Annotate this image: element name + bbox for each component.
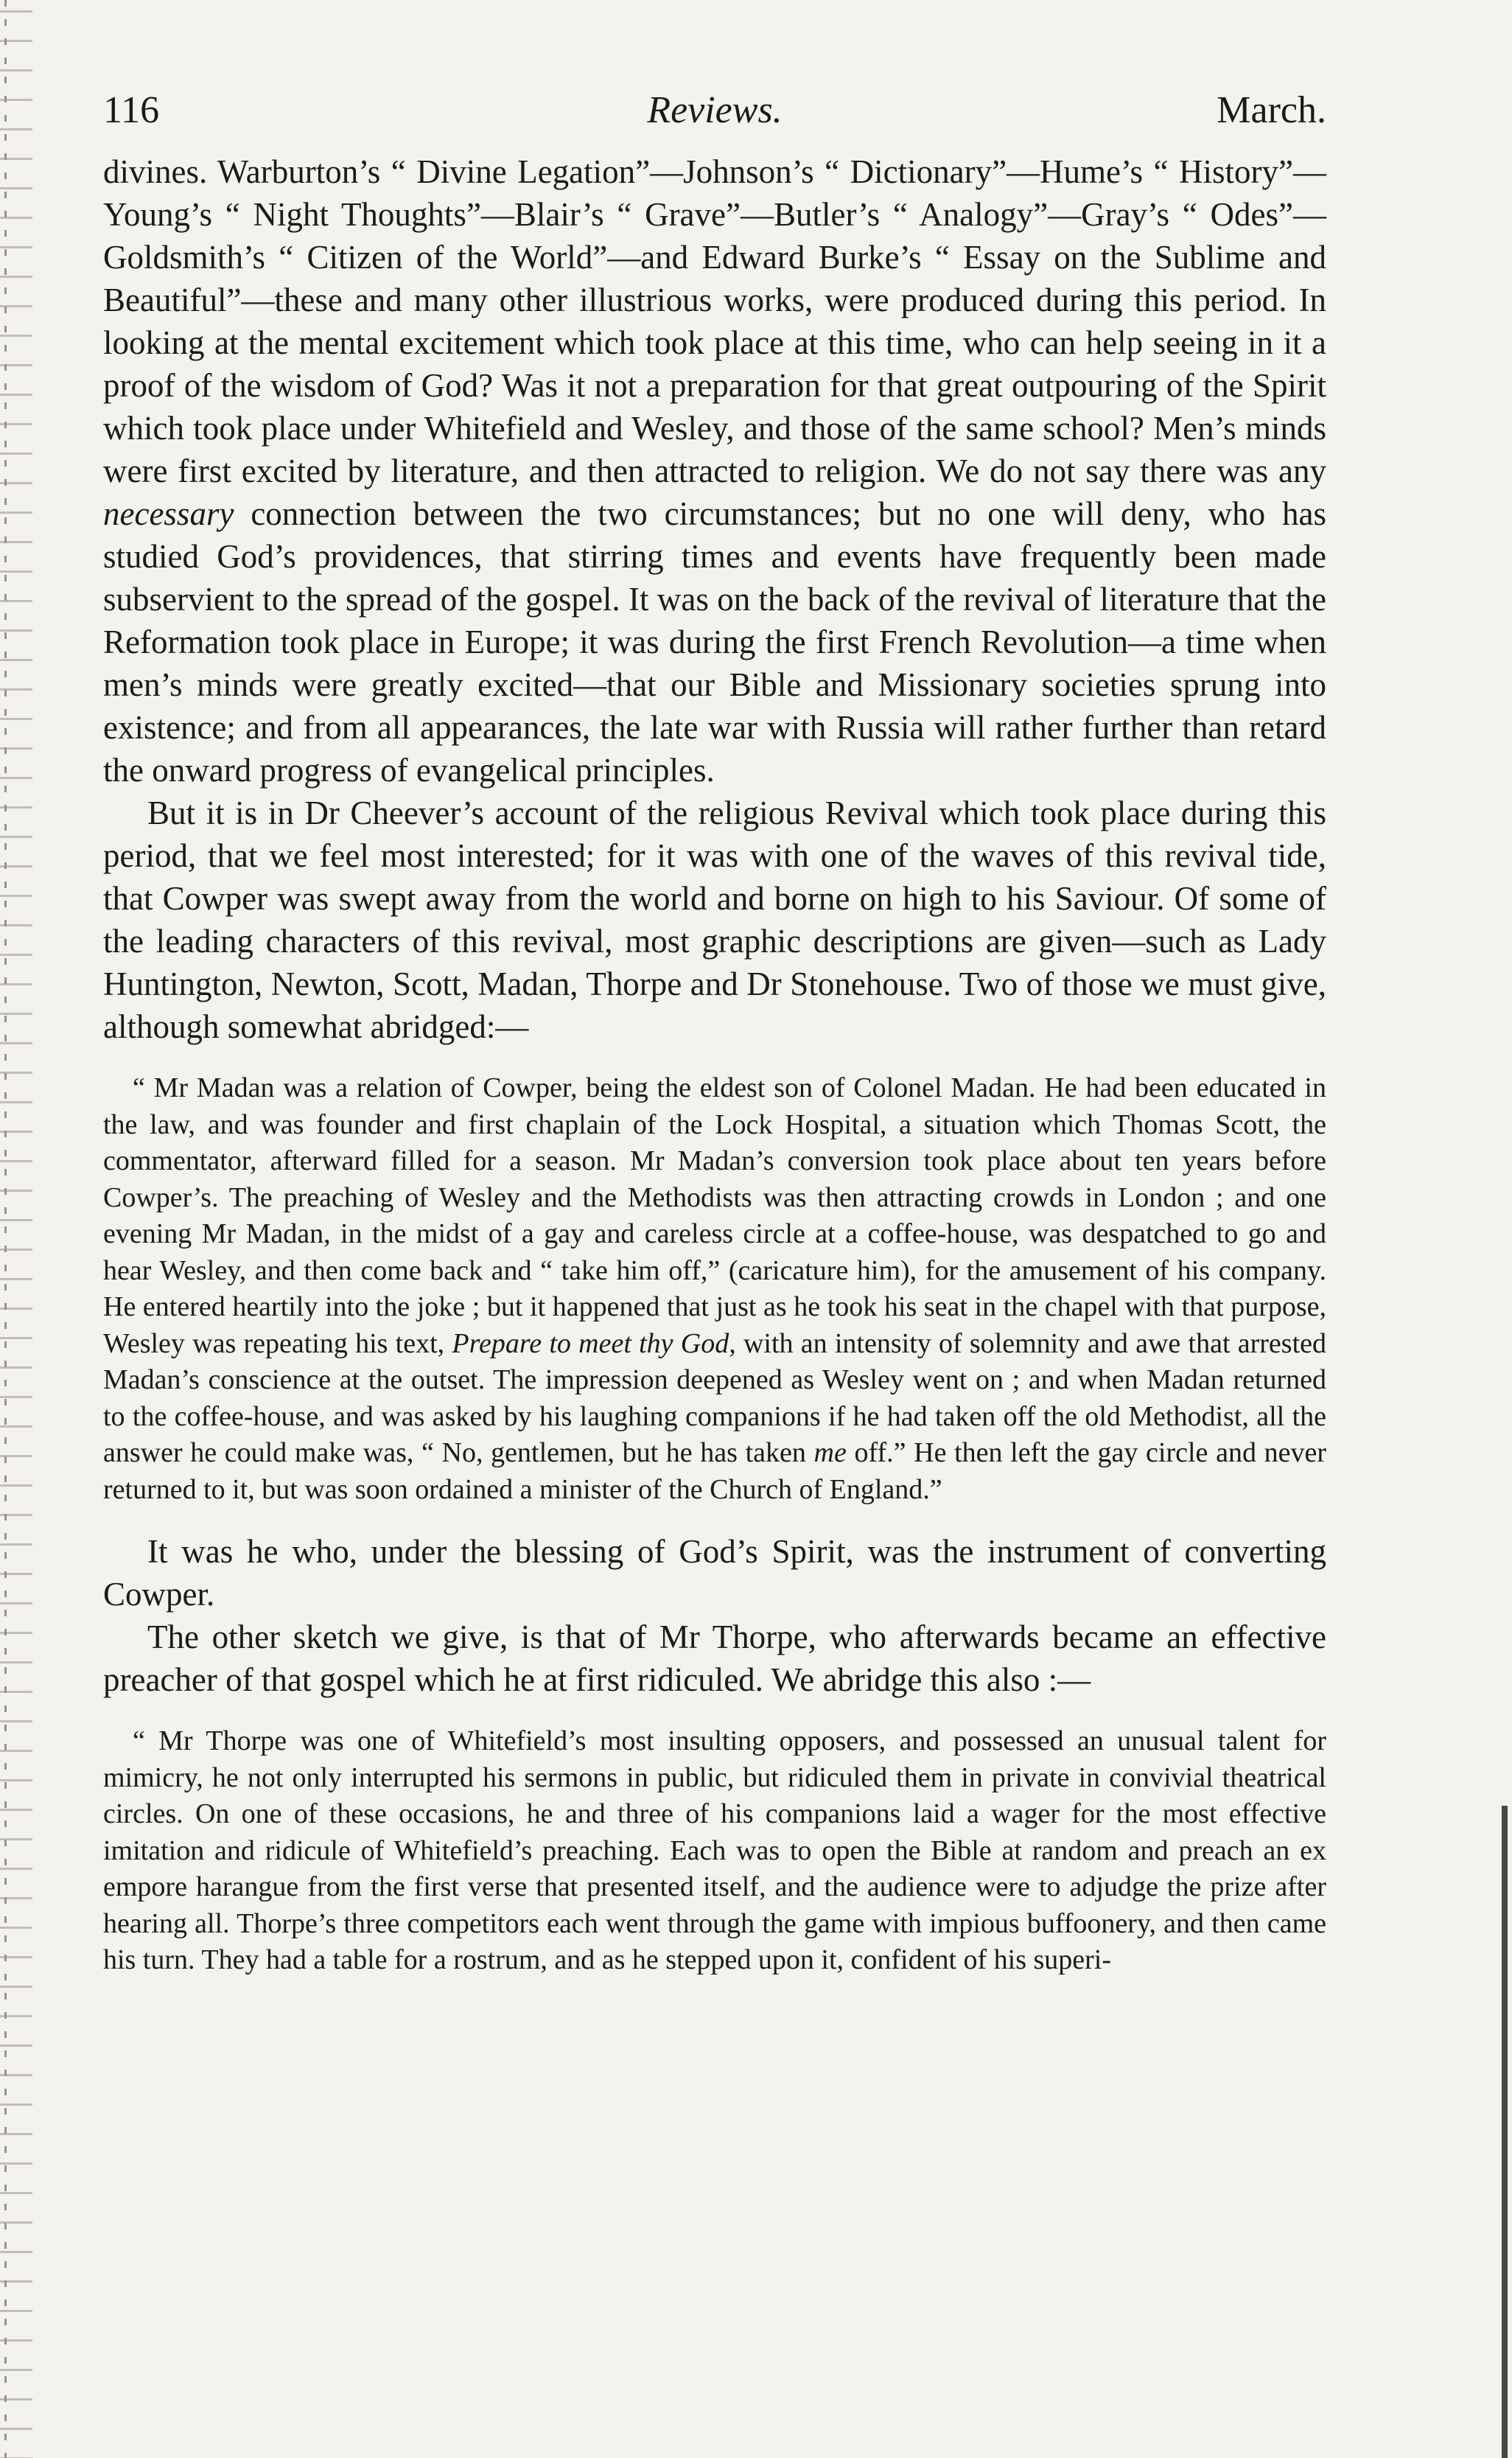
- quote-madan-part-b: with an intensity of solemnity and awe that arrested Madan’s conscience at the outset. The impression deepened as Wesley went on ; and when Madan returned to the coffee-house, and was asked by his laughing companions if he had taken off the old Methodist, all the answer he could make was, “ No, gentlemen, but he has taken: [103, 1327, 1327, 1468]
- running-head: [103, 81, 1326, 140]
- article-body: [103, 150, 1326, 1048]
- month-label: March.: [1217, 89, 1326, 131]
- paragraph-4: The other sketch we give, is that of Mr Thorpe, who afterwards became an effective preacher of that gospel which he at first ridiculed. We abridge this also :—: [103, 1619, 1326, 1698]
- quote-madan-text: [103, 1070, 1326, 1508]
- quote-thorpe-text: “ Mr Thorpe was one of Whitefield’s most insulting opposers, and possessed an unusual talent for mimicry, he not only interrupted his sermons in public, but ridiculed them in private in convivial theatrical circles. On one of these occasions, he and three of his companions laid a wager for the most effective imitation and ridicule of Whitefield’s preaching. Each was to open the Bible at random and preach an ex empore harangue from the first verse that presented itself, and the audience were to adjudge the prize after hearing all. Thorpe’s three competitors each went through the game with impious buffoonery, and then came his turn. They had a table for a rostrum, and as he stepped upon it, confident of his superi-: [103, 1725, 1326, 1975]
- paragraph-1-emphasis: necessary: [103, 495, 234, 532]
- paragraph-1-text: divines. Warburton’s “ Divine Legation”—Johnson’s “ Dictionary”—Hume’s “ History”—Young’s “ Night Thoughts”—Blair’s “ Grave”—Butler’s “ Analogy”—Gray’s “ Odes”—Goldsmith’s “ Citizen of the World”—and Edward Burke’s “ Essay on the Sublime and Beautiful”—these and many other illustrious works, were produced during this period. In looking at the mental excitement which took place at this time, who can help seeing in it a proof of the wisdom of God? Was it not a preparation for that great outpouring of the Spirit which took place under Whitefield and Wesley, and those of the same school? Men’s minds were first excited by literature, and then attracted to religion. We do not say there was any: [103, 153, 1326, 489]
- page-number: 116: [103, 89, 160, 131]
- quote-madan-emphasis: Prepare to meet thy God,: [452, 1327, 736, 1359]
- page-content: [103, 81, 1326, 2001]
- quote-thorpe: [103, 1723, 1326, 1979]
- paragraph-2: But it is in Dr Cheever’s account of the religious Revival which took place during this period, that we feel most interested; for it was with one of the waves of this revival tide, that Cowper was swept away from the world and borne on high to his Saviour. Of some of the leading characters of this revival, most graphic descriptions are given—such as Lady Huntington, Newton, Scott, Madan, Thorpe and Dr Stonehouse. Two of those we must give, although somewhat abridged:—: [103, 795, 1326, 1045]
- paragraph-1-rest: connection between the two circumstances; but no one will deny, who has studied God’s providences, that stirring times and events have frequently been made subservient to the spread of the gospel. It was on the back of the revival of literature that the Reformation took place in Europe; it was during the first French Revolution—a time when men’s minds were greatly excited—that our Bible and Missionary societies sprung into existence; and from all appearances, the late war with Russia will rather further than retard the onward progress of evangelical principles.: [103, 495, 1326, 789]
- section-title: Reviews.: [647, 89, 783, 131]
- quote-madan-part-a: “ Mr Madan was a relation of Cowper, being the eldest son of Colonel Madan. He had been educated in the law, and was founder and first chaplain of the Lock Hospital, a situation which Thomas Scott, the commentator, afterward filled for a season. Mr Madan’s conversion took place about ten years before Cowper’s. The preaching of Wesley and the Methodists was then attracting crowds in London ; and one evening Mr Madan, in the midst of a gay and careless circle at a coffee-house, was despatched to go and hear Wesley, and then come back and “ take him off,” (caricature him), for the amusement of his company. He entered heartily into the joke ; but it happened that just as he took his seat in the chapel with that purpose, Wesley was repeating his text,: [103, 1072, 1326, 1359]
- paragraph-3: It was he who, under the blessing of God’s Spirit, was the instrument of converting Cowper.: [103, 1533, 1326, 1613]
- article-body-continued: [103, 1530, 1326, 1701]
- binding-gutter: [0, 0, 32, 2458]
- quote-madan: [103, 1070, 1326, 1508]
- paragraph-1: [103, 150, 1326, 792]
- quote-madan-part-c: off.” He then left the gay circle and never returned to it, but was soon ordained a minister of the Church of England.”: [103, 1437, 1326, 1505]
- quote-madan-emphasis-2: me: [813, 1437, 847, 1468]
- scan-edge-mark: [1502, 1806, 1508, 2458]
